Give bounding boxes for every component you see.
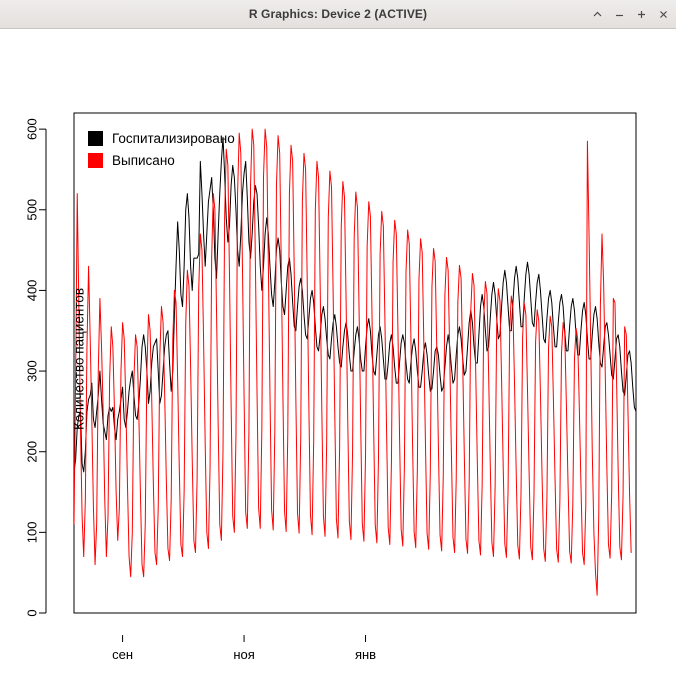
legend-item bbox=[88, 129, 235, 148]
legend-label-discharged: Выписано bbox=[112, 153, 175, 168]
minimize-button[interactable] bbox=[613, 8, 626, 21]
shade-window-button[interactable] bbox=[591, 8, 604, 21]
svg-text:ноя: ноя bbox=[233, 647, 255, 662]
svg-text:200: 200 bbox=[24, 440, 40, 463]
svg-text:600: 600 bbox=[24, 118, 40, 140]
maximize-button[interactable] bbox=[635, 8, 648, 21]
legend-item bbox=[88, 151, 235, 170]
window-controls bbox=[591, 0, 670, 28]
svg-text:янв: янв bbox=[354, 647, 377, 662]
close-button[interactable] bbox=[657, 8, 670, 21]
svg-text:0: 0 bbox=[24, 609, 40, 617]
plot-canvas bbox=[0, 29, 676, 692]
svg-text:500: 500 bbox=[24, 198, 40, 221]
svg-text:300: 300 bbox=[24, 360, 40, 382]
svg-text:100: 100 bbox=[24, 521, 40, 544]
svg-text:400: 400 bbox=[24, 279, 40, 302]
window-title: R Graphics: Device 2 (ACTIVE) bbox=[248, 7, 428, 21]
y-axis-label: Количество пациентов bbox=[71, 287, 87, 431]
legend-swatch-hospitalized bbox=[88, 131, 103, 146]
svg-text:сен: сен bbox=[112, 647, 134, 662]
window-titlebar[interactable] bbox=[0, 0, 676, 29]
legend-label-hospitalized: Госпитализировано bbox=[112, 131, 235, 146]
chart-legend bbox=[88, 129, 235, 170]
legend-swatch-discharged bbox=[88, 153, 103, 168]
